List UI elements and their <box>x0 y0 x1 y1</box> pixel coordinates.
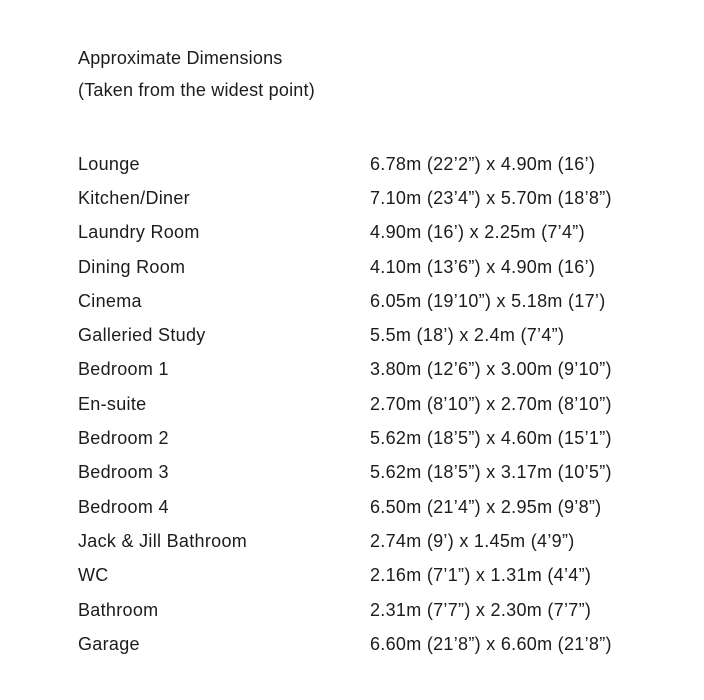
room-dimensions-list <box>78 147 678 661</box>
room-row <box>78 593 678 627</box>
room-name: WC <box>78 565 109 586</box>
room-row <box>78 216 678 250</box>
room-name: Kitchen/Diner <box>78 187 190 208</box>
room-dimensions: 6.05m (19’10”) x 5.18m (17’) <box>370 290 606 311</box>
room-dimensions: 5.5m (18’) x 2.4m (7’4”) <box>370 325 565 346</box>
room-name: Dining Room <box>78 256 186 277</box>
room-dimensions: 6.78m (22’2”) x 4.90m (16’) <box>370 153 596 174</box>
room-row <box>78 456 678 490</box>
room-row <box>78 387 678 421</box>
room-row <box>78 318 678 352</box>
room-row <box>78 147 678 181</box>
room-name: Garage <box>78 633 140 654</box>
room-row <box>78 250 678 284</box>
room-name: Bathroom <box>78 599 159 620</box>
room-name: Bedroom 4 <box>78 496 169 517</box>
room-dimensions: 6.60m (21’8”) x 6.60m (21’8”) <box>370 633 612 654</box>
room-name: Jack & Jill Bathroom <box>78 530 248 551</box>
room-name: Lounge <box>78 153 140 174</box>
room-name: En-suite <box>78 393 147 414</box>
room-row <box>78 627 678 661</box>
room-name: Galleried Study <box>78 325 206 346</box>
room-name: Bedroom 2 <box>78 428 169 449</box>
room-row <box>78 181 678 215</box>
room-dimensions: 4.10m (13’6”) x 4.90m (16’) <box>370 256 596 277</box>
heading <box>78 45 315 109</box>
page-title: Approximate Dimensions <box>78 48 283 68</box>
room-row <box>78 559 678 593</box>
room-dimensions: 3.80m (12’6”) x 3.00m (9’10”) <box>370 359 612 380</box>
room-dimensions: 5.62m (18’5”) x 3.17m (10’5”) <box>370 462 612 483</box>
room-name: Cinema <box>78 290 142 311</box>
room-row <box>78 421 678 455</box>
room-dimensions: 5.62m (18’5”) x 4.60m (15’1”) <box>370 428 612 449</box>
room-row <box>78 284 678 318</box>
room-name: Bedroom 1 <box>78 359 169 380</box>
room-dimensions: 6.50m (21’4”) x 2.95m (9’8”) <box>370 496 602 517</box>
room-dimensions: 2.70m (8’10”) x 2.70m (8’10”) <box>370 393 612 414</box>
room-dimensions: 2.31m (7’7”) x 2.30m (7’7”) <box>370 599 592 620</box>
room-name: Bedroom 3 <box>78 462 169 483</box>
room-dimensions: 2.16m (7’1”) x 1.31m (4’4”) <box>370 565 592 586</box>
room-dimensions: 7.10m (23’4”) x 5.70m (18’8”) <box>370 187 612 208</box>
room-dimensions: 2.74m (9’) x 1.45m (4’9”) <box>370 530 575 551</box>
room-name: Laundry Room <box>78 222 200 243</box>
room-row <box>78 490 678 524</box>
room-dimensions: 4.90m (16’) x 2.25m (7’4”) <box>370 222 585 243</box>
room-row <box>78 353 678 387</box>
room-row <box>78 524 678 558</box>
page-subtitle: (Taken from the widest point) <box>78 80 315 100</box>
